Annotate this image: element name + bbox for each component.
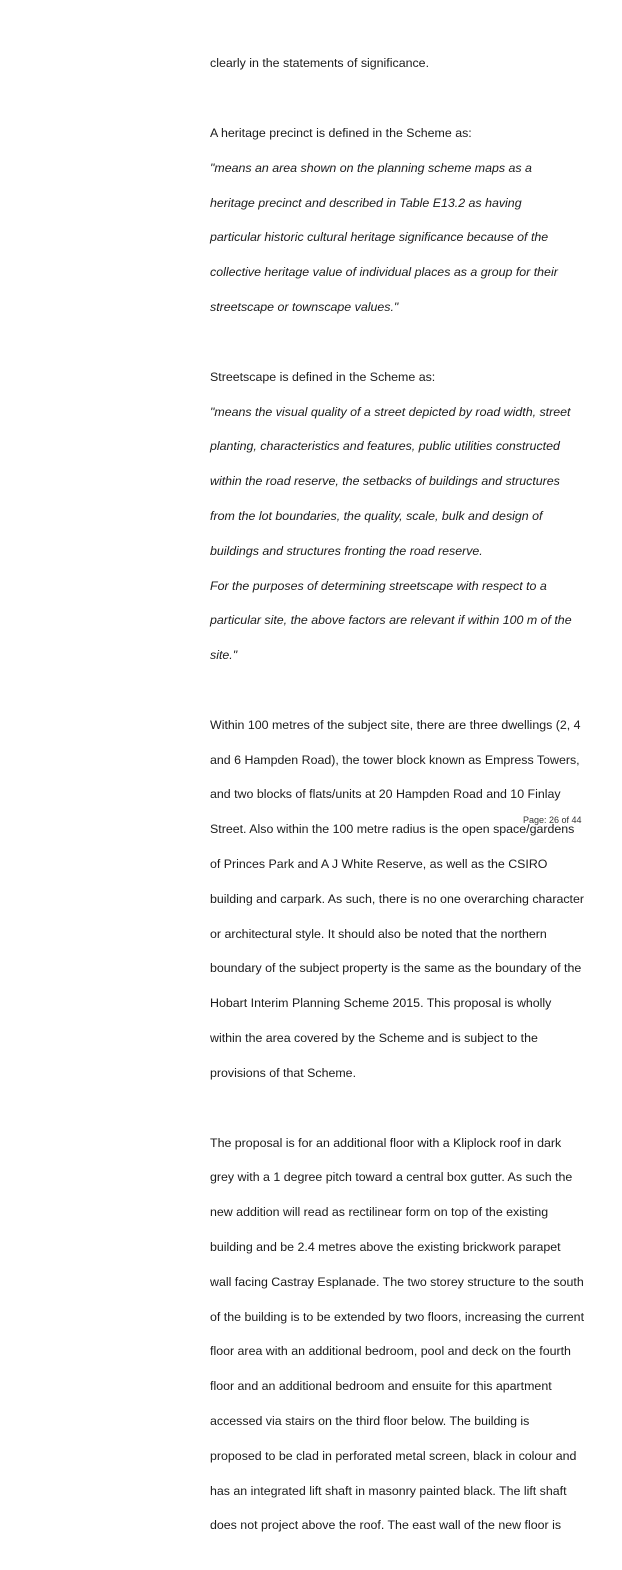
- text-line: building and carpark. As such, there is no one overarching character: [210, 891, 584, 906]
- definition-quote-line: planting, characteristics and features, public utilities constructed: [210, 439, 560, 454]
- definition-quote-line: collective heritage value of individual places as a group for their: [210, 265, 558, 280]
- document-body: [210, 38, 584, 1570]
- text-line: and two blocks of flats/units at 20 Hampden Road and 10 Finlay: [210, 787, 561, 802]
- definition-intro: A heritage precinct is defined in the Scheme as:: [210, 126, 472, 141]
- paragraph-significance: [210, 38, 584, 90]
- definition-quote-line: particular historic cultural heritage significance because of the: [210, 230, 549, 245]
- text-line: boundary of the subject property is the same as the boundary of the: [210, 961, 582, 976]
- text-line: provisions of that Scheme.: [210, 1065, 357, 1080]
- definition-quote-line: For the purposes of determining streetscape with respect to a: [210, 578, 547, 593]
- text-line: floor and an additional bedroom and ensuite for this apartment: [210, 1379, 552, 1394]
- text-line: accessed via stairs on the third floor below. The building is: [210, 1414, 530, 1429]
- text-line: of Princes Park and A J White Reserve, as well as the CSIRO: [210, 857, 548, 872]
- paragraph-proposal: [210, 1117, 584, 1552]
- text-line: has an integrated lift shaft in masonry painted black. The lift shaft: [210, 1483, 567, 1498]
- text-line: does not project above the roof. The east wall of the new floor is: [210, 1518, 562, 1533]
- text-line: or architectural style. It should also be noted that the northern: [210, 926, 547, 941]
- text-line: Street. Also within the 100 metre radius is the open space/gardens: [210, 822, 575, 837]
- paragraph-streetscape: [210, 351, 584, 682]
- text-line: clearly in the statements of significance.: [210, 56, 430, 71]
- text-line: wall facing Castray Esplanade. The two storey structure to the south: [210, 1274, 584, 1289]
- text-line: The proposal is for an additional floor with a Kliplock roof in dark: [210, 1135, 562, 1150]
- text-line: within the area covered by the Scheme and is subject to the: [210, 1031, 538, 1046]
- definition-quote-line: heritage precinct and described in Table E13.2 as having: [210, 195, 522, 210]
- definition-quote-line: within the road reserve, the setbacks of buildings and structures: [210, 474, 560, 489]
- text-line: building and be 2.4 metres above the existing brickwork parapet: [210, 1239, 561, 1254]
- paragraph-site-context: [210, 699, 584, 1099]
- definition-intro: Streetscape is defined in the Scheme as:: [210, 369, 436, 384]
- page-number: Page: 26 of 44: [523, 815, 582, 825]
- definition-quote-line: buildings and structures fronting the road reserve.: [210, 543, 483, 558]
- text-line: Hobart Interim Planning Scheme 2015. This proposal is wholly: [210, 996, 552, 1011]
- text-line: Within 100 metres of the subject site, there are three dwellings (2, 4: [210, 717, 581, 732]
- definition-quote-line: particular site, the above factors are relevant if within 100 m of the: [210, 613, 572, 628]
- definition-quote-line: "means an area shown on the planning scheme maps as a: [210, 160, 532, 175]
- paragraph-heritage-precinct: [210, 108, 584, 334]
- text-line: proposed to be clad in perforated metal screen, black in colour and: [210, 1448, 577, 1463]
- definition-quote-line: from the lot boundaries, the quality, scale, bulk and design of: [210, 508, 543, 523]
- text-line: and 6 Hampden Road), the tower block known as Empress Towers,: [210, 752, 580, 767]
- definition-quote-line: streetscape or townscape values.": [210, 300, 399, 315]
- definition-quote-line: "means the visual quality of a street depicted by road width, street: [210, 404, 571, 419]
- text-line: new addition will read as rectilinear form on top of the existing: [210, 1205, 549, 1220]
- text-line: of the building is to be extended by two floors, increasing the current: [210, 1309, 585, 1324]
- text-line: floor area with an additional bedroom, pool and deck on the fourth: [210, 1344, 571, 1359]
- definition-quote-line: site.": [210, 648, 238, 663]
- text-line: grey with a 1 degree pitch toward a central box gutter. As such the: [210, 1170, 573, 1185]
